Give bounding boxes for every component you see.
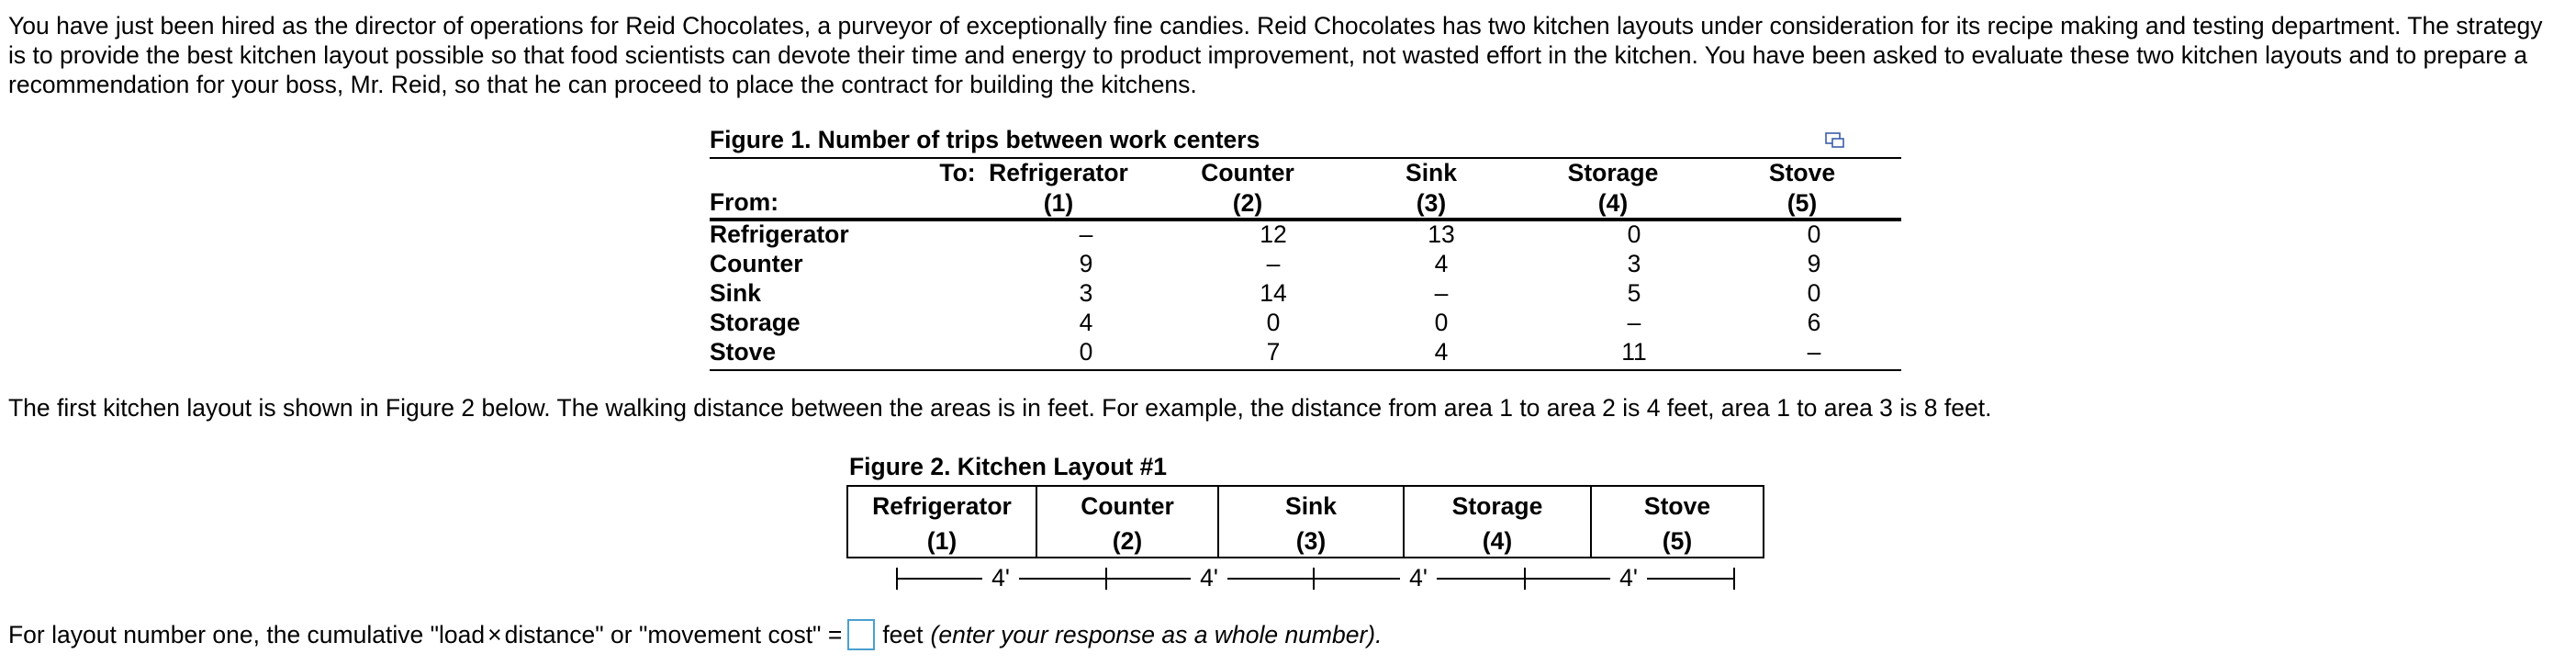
table-cell: 6 [1807, 309, 1821, 336]
row-label: Stove [710, 338, 777, 366]
distance-label: 4' [1191, 563, 1227, 592]
table-cell: 4 [1079, 309, 1093, 336]
table-cell: 12 [1260, 220, 1287, 248]
answer-prompt-part1: For layout number one, the cumulative "load [8, 621, 486, 648]
area-stove: Stove (5) [1643, 492, 1711, 555]
row-label: Counter [710, 250, 803, 277]
table-bottom-rule [710, 369, 1901, 371]
area-storage: Storage (4) [1405, 487, 1592, 557]
col-header-counter: Counter (2) [1201, 159, 1294, 217]
table-cell: 3 [1627, 250, 1641, 277]
col-header-storage: Storage (4) [1567, 159, 1659, 217]
table-cell: – [1434, 279, 1449, 307]
dimension-tick [896, 568, 898, 590]
table-row-storage [710, 308, 1901, 337]
table-cell: 5 [1627, 279, 1641, 307]
table-cell: 0 [1079, 338, 1093, 366]
table-cell: – [1807, 338, 1821, 366]
table-cell: 0 [1627, 220, 1641, 248]
problem-intro: You have just been hired as the director of operations for Reid Chocolates, a purveyor of exceptionally fine candies. Reid Chocolates has two kitchen layouts under consideration for its recipe making and testing department. The strategy is to provide the best kitchen layout possible so that food scientists can devote their time and energy to product improvement, not wasted effort in the kitchen. You have been asked to evaluate these two kitchen layouts and to prepare a recommendation for your boss, Mr. Reid, so that he can proceed to place the contract for building the kitchens. [8, 12, 2543, 98]
row-label: Storage [710, 309, 801, 336]
table-cell: 9 [1079, 250, 1093, 277]
col-header-sink: Sink (3) [1406, 159, 1457, 217]
table-cell: 0 [1266, 309, 1281, 336]
dimension-tick [1105, 568, 1107, 590]
area-refrigerator: Refrigerator (1) [848, 487, 1037, 557]
table-row-refrigerator [710, 220, 1901, 249]
figure1-trips-table [710, 125, 1901, 373]
table-cell: 0 [1807, 220, 1821, 248]
kitchen-layout-diagram [846, 485, 1764, 558]
table-cell: 0 [1434, 309, 1449, 336]
distance-label: 4' [982, 563, 1019, 592]
distance-label: 4' [1610, 563, 1647, 592]
table-row-counter [710, 249, 1901, 278]
dimension-tick [1733, 568, 1735, 590]
figure1-title: Figure 1. Number of trips between work centers [710, 126, 1260, 153]
layout-explanation: The first kitchen layout is shown in Figure 2 below. The walking distance between the areas is in feet. For example, the distance from area 1 to area 2 is 4 feet, area 1 to area 3 is 8 feet. [8, 394, 1992, 422]
table-cell: 4 [1434, 338, 1449, 366]
table-cell: – [1079, 220, 1093, 248]
dimension-tick [1524, 568, 1526, 590]
from-label: From: [710, 188, 779, 216]
dimension-tick [1313, 568, 1315, 590]
to-label: To: [939, 159, 976, 186]
distance-label: 4' [1400, 563, 1437, 592]
table-cell: 13 [1428, 220, 1455, 248]
row-label: Sink [710, 279, 761, 307]
table-cell: – [1266, 250, 1281, 277]
col-header-stove: Stove (5) [1768, 159, 1836, 217]
table-cell: 4 [1434, 250, 1449, 277]
answer-hint: (enter your response as a whole number). [930, 621, 1383, 648]
area-sink: Sink (3) [1219, 487, 1405, 557]
table-cell: 7 [1266, 338, 1281, 366]
table-cell: 14 [1260, 279, 1287, 307]
row-label: Refrigerator [710, 220, 849, 248]
answer-prompt-part2: distance" or "movement cost" = [504, 621, 843, 648]
times-symbol: × [487, 621, 502, 648]
dimension-line [1662, 578, 1733, 580]
figure2-title: Figure 2. Kitchen Layout #1 [849, 453, 1168, 480]
col-header-refrigerator: Refrigerator (1) [989, 159, 1128, 217]
answer-line [8, 617, 1383, 652]
area-counter: Counter (2) [1037, 487, 1219, 557]
table-row-stove [710, 337, 1901, 366]
table-cell: 11 [1621, 338, 1647, 366]
expand-table-icon[interactable] [1825, 130, 1845, 149]
distance-dimensions [846, 560, 1764, 597]
table-cell: – [1627, 309, 1641, 336]
movement-cost-input[interactable] [847, 619, 875, 650]
table-cell: 9 [1807, 250, 1821, 277]
table-cell: 3 [1079, 279, 1093, 307]
table-cell: 0 [1807, 279, 1821, 307]
answer-unit: feet [882, 621, 924, 648]
table-row-sink [710, 278, 1901, 308]
